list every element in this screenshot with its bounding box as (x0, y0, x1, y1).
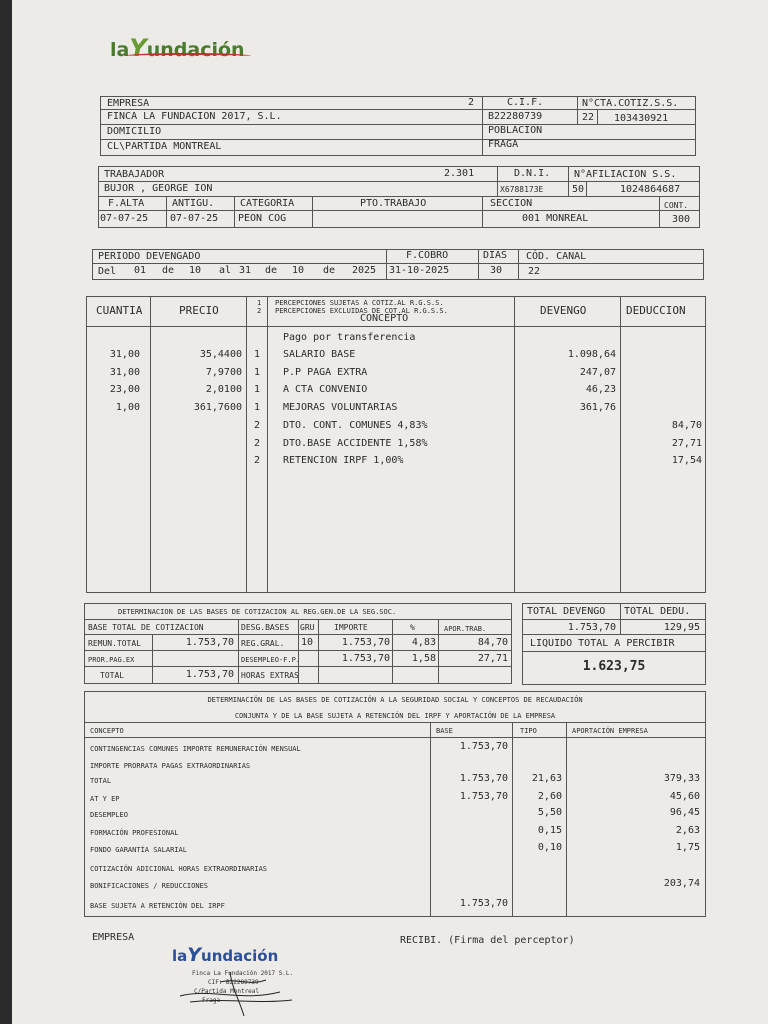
periodo-label: PERIODO DEVENGADO (98, 251, 201, 262)
total-devengo-value: 1.753,70 (567, 622, 616, 633)
fcobro-label: F.COBRO (406, 250, 449, 261)
cif-label: C.I.F. (507, 97, 544, 108)
payslip-page (12, 0, 768, 1024)
row-precio: 361,7600 (193, 402, 242, 414)
signature (170, 958, 300, 1018)
afiliacion-prov: 50 (572, 184, 585, 195)
dias-value: 30 (490, 265, 503, 276)
seccion-label: SECCION (490, 198, 533, 209)
gru-header: GRU (300, 623, 315, 632)
antig-label: ANTIGU. (172, 198, 215, 209)
total-deducciones-label: TOTAL DEDU. (624, 606, 691, 617)
antig-value: 07-07-25 (170, 213, 219, 224)
row-precio: 7,9700 (205, 366, 242, 378)
recaud-base: 1.753,70 (459, 791, 508, 802)
remun-value: 1.753,70 (185, 637, 234, 648)
row-precio: 2,0100 (205, 384, 242, 396)
stamp-logo: laYundación (172, 944, 279, 966)
total-devengo-label: TOTAL DEVENGO (527, 606, 606, 617)
row-devengo: 46,23 (585, 384, 616, 396)
base-total-header: BASE TOTAL DE COTIZACION (88, 623, 204, 632)
recaud-concepto: AT Y EP (90, 795, 120, 803)
recaud-concepto: CONTINGENCIAS COMUNES IMPORTE REMUNERACIÓN MENSUAL (90, 745, 301, 753)
row-tipo: 1 (253, 402, 261, 414)
total-deducciones-value: 129,95 (663, 622, 700, 633)
stamp-line-3: C/Partida Montreal (194, 988, 260, 995)
categoria-value: PEON COG (238, 213, 287, 224)
recaudacion-title-2: CONJUNTA Y DE LA BASE SUJETA A RETENCIÓN DEL IRPF Y APORTACIÓN DE LA EMPRESA (234, 712, 556, 720)
des-pct: 1,58 (411, 653, 436, 664)
recaud-concepto: IMPORTE PRORRATA PAGAS EXTRAORDINARIAS (90, 762, 251, 770)
dni-label: D.N.I. (514, 168, 551, 179)
row-deduccion: 17,54 (671, 455, 702, 467)
recaud-base: 1.753,70 (459, 898, 508, 909)
gru-value: 10 (301, 637, 314, 648)
row-devengo: 361,76 (579, 402, 616, 414)
row-devengo: 247,07 (579, 366, 616, 378)
concepto-header: CONCEPTO (360, 313, 409, 324)
row-concepto: A CTA CONVENIO (283, 384, 368, 396)
poblacion-label: POBLACION (488, 125, 543, 136)
periodo-m1: 10 (189, 265, 202, 276)
recaud-tipo: 0,15 (537, 825, 562, 836)
seccion-value: 001 MONREAL (522, 213, 589, 224)
trabajador-num: 2.301 (444, 168, 475, 179)
dias-label: DIAS (483, 250, 508, 261)
afiliacion-label: N°AFILIACION S.S. (574, 169, 677, 180)
pct-header: % (410, 623, 415, 632)
recaud-concepto: BONIFICACIONES / REDUCCIONES (90, 882, 209, 890)
row-cuantia: 23,00 (109, 384, 140, 396)
perc-sujetas-header: PERCEPCIONES SUJETAS A COTIZ.AL R.G.S.S. (275, 299, 444, 307)
periodo-d2: 31 (239, 265, 252, 276)
poblacion-value: FRAGA (488, 139, 519, 150)
perc-excluidas-header: PERCEPCIONES EXCLUIDAS DE COT.AL R.G.S.S. (275, 307, 448, 315)
horas-extras-label: HORAS EXTRAS (241, 671, 299, 680)
recibi-label: RECIBI. (Firma del perceptor) (400, 935, 575, 946)
canal-label: CÓD. CANAL (526, 251, 587, 262)
reg-pct: 4,83 (411, 637, 436, 648)
row-cuantia: 31,00 (109, 366, 140, 378)
recaud-concepto: FORMACIÓN PROFESIONAL (90, 829, 179, 837)
stamp-line-1: Finca La Fundación 2017 S.L. (192, 970, 294, 977)
bases-title: DETERMINACION DE LAS BASES DE COTIZACION AL REG.GEN.DE LA SEG.SOC. (118, 608, 397, 616)
recaud-concepto: FONDO GARANTÍA SALARIAL (90, 846, 187, 854)
afiliacion-num: 1024864687 (620, 184, 681, 195)
row-precio: 35,4400 (199, 349, 242, 360)
reg-apor: 84,70 (477, 637, 508, 648)
recaud-base: 1.753,70 (459, 773, 508, 784)
footer-empresa-label: EMPRESA (92, 932, 135, 943)
dni-value: X6788173E (500, 185, 544, 194)
recaud-concepto-header: CONCEPTO (90, 727, 124, 735)
recaud-tipo: 2,60 (537, 791, 562, 802)
periodo-de3: de (323, 265, 336, 276)
row-concepto: MEJORAS VOLUNTARIAS (283, 402, 398, 414)
cta-prov: 22 (582, 112, 595, 123)
pto-trabajo-label: PTO.TRABAJO (360, 198, 427, 209)
row-tipo: 1 (253, 366, 261, 378)
recaud-base-header: BASE (436, 727, 453, 735)
precio-header: PRECIO (179, 304, 219, 317)
trabajador-name: BUJOR , GEORGE ION (104, 183, 213, 194)
reg-importe: 1.753,70 (341, 637, 390, 648)
row-deduccion: 84,70 (671, 419, 702, 431)
row-concepto: SALARIO BASE (283, 349, 356, 360)
cont-label: CONT. (664, 201, 689, 210)
recaudacion-title-1: DETERMINACIÓN DE LAS BASES DE COTIZACIÓN A LA SEGURIDAD SOCIAL Y CONCEPTOS DE RECAUDACIÓN (207, 696, 583, 704)
cif-value: B22280739 (488, 111, 543, 122)
deduccion-header: DEDUCCION (626, 304, 686, 317)
header-1: 1 (257, 299, 262, 307)
recaud-tipo: 0,10 (537, 842, 562, 853)
desg-bases-header: DESG.BASES (241, 623, 290, 632)
recaud-apor: 45,60 (669, 791, 700, 802)
row-concepto: P.P PAGA EXTRA (283, 366, 368, 378)
recaud-apor: 1,75 (675, 842, 700, 853)
empresa-name: FINCA LA FUNDACION 2017, S.L. (107, 111, 282, 122)
periodo-m2: 10 (292, 265, 305, 276)
importe-header: IMPORTE (334, 623, 368, 632)
remun-label: REMUN.TOTAL (88, 639, 141, 648)
prorpag-label: PROR.PAG.EX (88, 656, 135, 664)
cuantia-header: CUANTIA (96, 304, 143, 317)
falta-value: 07-07-25 (100, 213, 149, 224)
recaud-apor: 379,33 (663, 773, 700, 784)
trabajador-label: TRABAJADOR (104, 169, 165, 180)
recaud-tipo: 5,50 (537, 807, 562, 818)
des-apor: 27,71 (477, 653, 508, 664)
recaud-concepto: BASE SUJETA A RETENCIÓN DEL IRPF (90, 902, 225, 910)
recaud-tipo-header: TIPO (520, 727, 537, 735)
row-deduccion: 27,71 (671, 437, 702, 449)
periodo-year: 2025 (352, 265, 377, 276)
recaud-concepto: TOTAL (90, 777, 112, 785)
recaud-concepto: COTIZACIÓN ADICIONAL HORAS EXTRAORDINARIAS (90, 865, 268, 873)
empresa-label: EMPRESA (107, 98, 150, 109)
cta-label: N°CTA.COTIZ.S.S. (582, 98, 679, 109)
stamp-line-2: CIF: B22280739 (208, 979, 259, 986)
row-cuantia: 31,00 (109, 349, 140, 360)
row-concepto: RETENCION IRPF 1,00% (283, 455, 404, 467)
recaud-apor: 203,74 (663, 878, 700, 889)
domicilio-label: DOMICILIO (107, 126, 162, 137)
recaud-base: 1.753,70 (459, 741, 508, 752)
stamp-line-4: Fraga (202, 997, 221, 1004)
row-devengo: 1.098,64 (567, 349, 616, 360)
bases-total-value: 1.753,70 (185, 669, 234, 680)
liquido-label: LIQUIDO TOTAL A PERCIBIR (530, 638, 675, 649)
periodo-del: Del (98, 266, 117, 277)
domicilio-value: CL\PARTIDA MONTREAL (107, 141, 222, 152)
row-cuantia: 1,00 (115, 402, 140, 414)
bases-total-label: TOTAL (100, 671, 125, 680)
desempleo-fp-label: DESEMPLEO-F.P. (241, 656, 301, 664)
liquido-value: 1.623,75 (582, 659, 646, 674)
des-importe: 1.753,70 (341, 653, 390, 664)
periodo-de2: de (265, 265, 278, 276)
devengo-header: DEVENGO (540, 304, 587, 317)
row-tipo: 2 (253, 419, 261, 431)
row-concepto: DTO. CONT. COMUNES 4,83% (283, 419, 428, 431)
header-2: 2 (257, 307, 262, 315)
falta-label: F.ALTA (108, 198, 145, 209)
empresa-num: 2 (468, 97, 475, 108)
cont-value: 300 (672, 214, 691, 225)
recaud-tipo: 21,63 (531, 773, 562, 784)
periodo-al: al (219, 265, 232, 276)
row-tipo: 1 (253, 349, 261, 360)
reg-gral-label: REG.GRAL. (241, 639, 285, 648)
recaud-apor: 2,63 (675, 825, 700, 836)
recaud-apor: 96,45 (669, 807, 700, 818)
row-tipo: 2 (253, 437, 261, 449)
apor-trab-header: APOR.TRAB. (444, 625, 487, 633)
row-tipo: 1 (253, 384, 261, 396)
recaud-concepto: DESEMPLEO (90, 811, 128, 819)
periodo-de1: de (162, 265, 175, 276)
cta-num: 103430921 (614, 113, 669, 124)
company-logo: laYundación (110, 34, 245, 62)
canal-value: 22 (528, 266, 541, 277)
periodo-d1: 01 (134, 265, 147, 276)
pago-transferencia: Pago por transferencia (283, 332, 416, 343)
row-tipo: 2 (253, 455, 261, 467)
recaud-apor-header: APORTACIÓN EMPRESA (572, 727, 648, 735)
categoria-label: CATEGORIA (240, 198, 295, 209)
row-concepto: DTO.BASE ACCIDENTE 1,58% (283, 437, 428, 449)
fcobro-value: 31-10-2025 (389, 265, 450, 276)
